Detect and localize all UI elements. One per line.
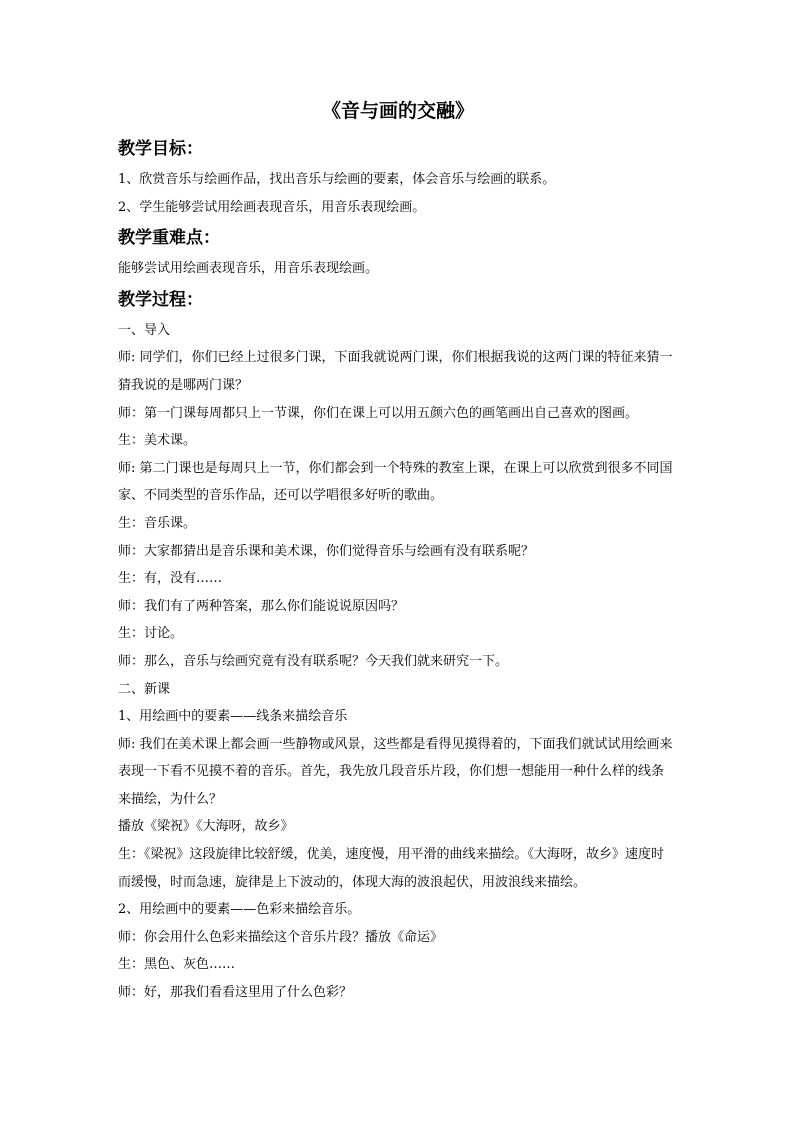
process-paragraph: 生：黑色、灰色…… bbox=[118, 957, 236, 973]
goal-item-2: 2、学生能够尝试用绘画表现音乐，用音乐表现绘画。 bbox=[118, 199, 426, 215]
process-paragraph: 师: 我们在美术课上都会画一些静物或风景，这些都是看得见摸得着的，下面我们就试试用绘画来表现一下看不见摸不着的音乐。首先，我先放几段音乐片段，你们想一想能用一种什么样的线条来描绘，为什么？ bbox=[118, 736, 673, 807]
process-paragraph: 2、用绘画中的要素——色彩来描绘音乐。 bbox=[118, 902, 361, 918]
process-paragraph: 生：讨论。 bbox=[118, 626, 184, 642]
process-paragraph: 师：你会用什么色彩来描绘这个音乐片段？播放《命运》 bbox=[118, 929, 444, 945]
process-paragraph: 师: 同学们，你们已经上过很多门课，下面我就说两门课，你们根据我说的这两门课的特征来猜一猜我说的是哪两门课？ bbox=[118, 350, 673, 393]
heading-teaching-goals: 教学目标： bbox=[118, 139, 203, 159]
difficulty-text: 能够尝试用绘画表现音乐，用音乐表现绘画。 bbox=[118, 261, 379, 277]
process-paragraph: 师：那么，音乐与绘画究竟有没有联系呢？今天我们就来研究一下。 bbox=[118, 653, 509, 669]
process-paragraph: 播放《梁祝》《大海呀，故乡》 bbox=[118, 819, 294, 835]
process-paragraph: 生：美术课。 bbox=[118, 433, 197, 449]
heading-teaching-process: 教学过程： bbox=[118, 289, 203, 310]
process-paragraph: 1、用绘画中的要素——线条来描绘音乐 bbox=[118, 709, 348, 725]
goal-item-1: 1、欣赏音乐与绘画作品，找出音乐与绘画的要素，体会音乐与绘画的联系。 bbox=[118, 172, 556, 187]
heading-key-difficulties: 教学重难点： bbox=[118, 228, 220, 249]
process-paragraph: 生：《梁祝》这段旋律比较舒缓，优美，速度慢，用平滑的曲线来描绘。《大海呀，故乡》速度时而缓慢，时而急速，旋律是上下波动的，体现大海的波浪起伏，用波浪线来描绘。 bbox=[118, 847, 665, 890]
process-paragraph: 师：大家都猜出是音乐课和美术课，你们觉得音乐与绘画有没有联系呢？ bbox=[118, 543, 535, 559]
process-paragraph: 师：我们有了两种答案，那么你们能说说原因吗？ bbox=[118, 598, 405, 614]
document-title: 《音与画的交融》 bbox=[321, 100, 474, 122]
process-paragraph: 生：有，没有…… bbox=[118, 571, 223, 587]
process-paragraph: 生：音乐课。 bbox=[118, 515, 197, 531]
process-paragraph: 二、新课 bbox=[118, 681, 171, 697]
process-paragraph: 师: 第二门课也是每周只上一节，你们都会到一个特殊的教室上课，在课上可以欣赏到很多不同国家、不同类型的音乐作品，还可以学唱很多好听的歌曲。 bbox=[118, 460, 673, 504]
process-paragraph: 师：第一门课每周都只上一节课，你们在课上可以用五颜六色的画笔画出自己喜欢的图画。 bbox=[118, 405, 639, 421]
document-page bbox=[118, 96, 678, 1007]
process-paragraph: 师：好，那我们看看这里用了什么色彩？ bbox=[118, 985, 353, 1001]
process-paragraph: 一、导入 bbox=[118, 322, 171, 338]
